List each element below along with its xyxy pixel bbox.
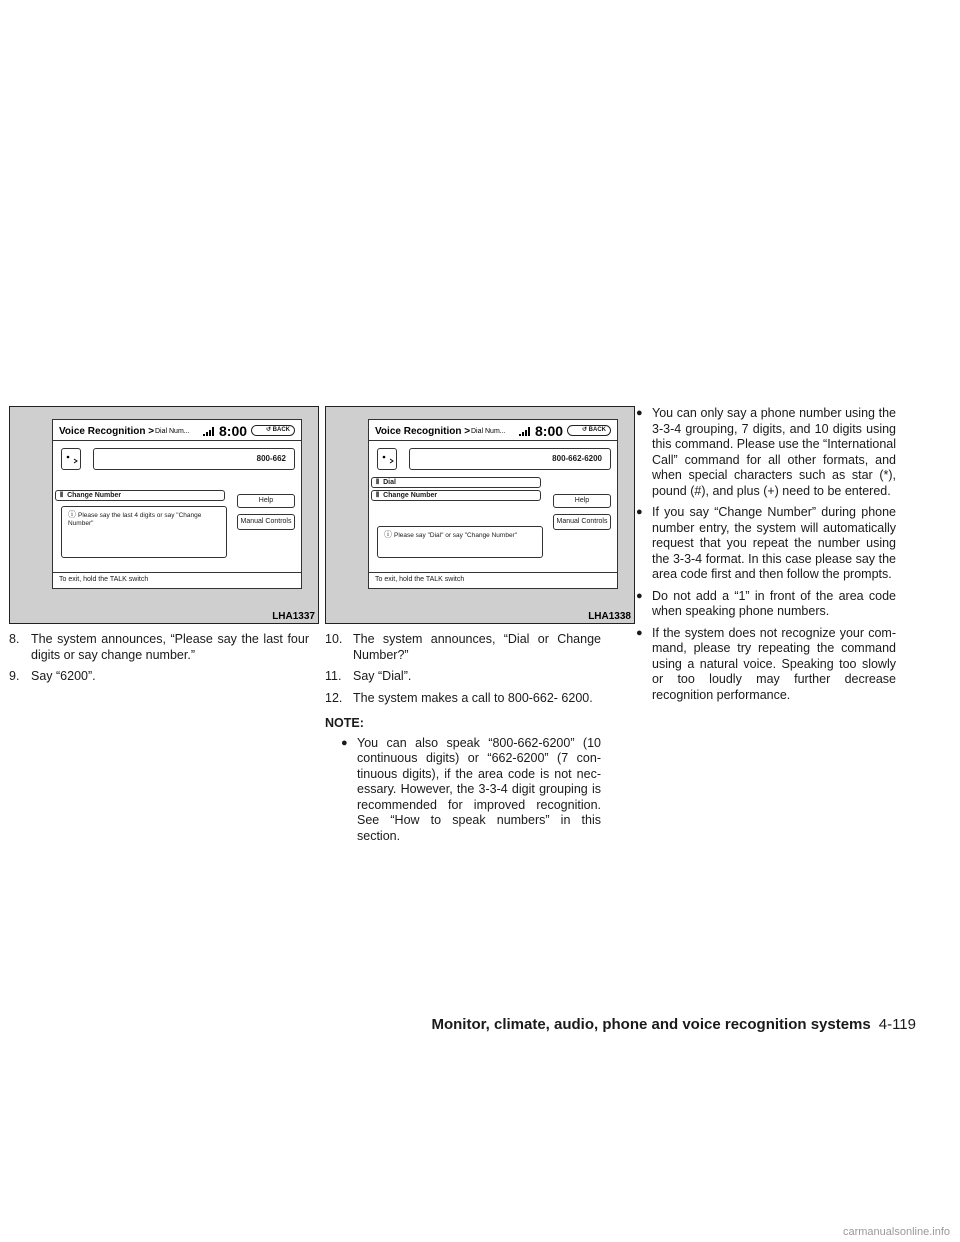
- command-label: Change Number: [383, 492, 438, 499]
- step-number: 12.: [325, 690, 343, 705]
- footer-divider: [369, 572, 617, 573]
- column-3: [634, 406, 896, 709]
- watermark[interactable]: carmanualsonline.info: [842, 1226, 950, 1238]
- step-11: [325, 669, 601, 685]
- screen-title: Voice Recognition >: [59, 426, 155, 437]
- help-button[interactable]: Help: [237, 494, 295, 508]
- back-label: BACK: [272, 427, 290, 433]
- bullet-item: [634, 626, 896, 704]
- bullet-icon: ●: [636, 407, 643, 419]
- step-text: The system announces, “Please say the last four digits or say change number.”: [31, 632, 309, 662]
- prompt-text: Please say the last 4 digits or say "Change Number": [68, 512, 202, 527]
- exit-hint: To exit, hold the TALK switch: [375, 576, 465, 583]
- step-number: 10.: [325, 632, 343, 646]
- bullet-icon: ●: [636, 626, 643, 639]
- manual-controls-button[interactable]: Manual Controls: [237, 514, 295, 530]
- figure-id: LHA1338: [588, 611, 631, 622]
- command-dial[interactable]: [371, 477, 541, 488]
- bullet-text: If you say “Change Number” during phone number entry, the system will automatically request that you repeat the number using the 3-3-4 format. In this case please say the area code first and then follow the prompts.: [652, 505, 896, 581]
- footer-divider: [53, 572, 301, 573]
- manual-controls-button[interactable]: Manual Controls: [553, 514, 611, 530]
- voice-command-icon: ⦀: [376, 479, 380, 486]
- bullet-text: If the system does not recognize your com- mand, please try repeating the command using a natural voice. Speaking too slowly or too loudly may further decrease recognition performance.: [652, 625, 896, 702]
- bullet-icon: ●: [341, 736, 348, 749]
- figure-lha1337: [9, 406, 319, 624]
- bullet-text: You can only say a phone number using the 3-3-4 grouping, 7 digits, and 10 digits using this command. Please use the “International Call” command for all other formats, and when special characters such as star (*), pound (#), and plus (+) need to be entered.: [652, 406, 896, 498]
- exit-hint: To exit, hold the TALK switch: [59, 576, 149, 583]
- step-text: Say “6200”.: [31, 669, 96, 683]
- step-8: [9, 632, 309, 663]
- bullet-item: [634, 505, 896, 583]
- step-text: The system makes a call to 800-662- 6200.: [353, 690, 593, 705]
- header-divider: [53, 440, 301, 441]
- speaking-face-icon: [61, 448, 81, 470]
- number-display: 800-662-6200: [409, 448, 611, 470]
- prompt-box: [61, 506, 227, 558]
- note-bullet: [339, 736, 601, 845]
- bullet-item: [634, 406, 896, 499]
- command-change-number[interactable]: [371, 490, 541, 501]
- bullet-text: You can also speak “800-662-6200” (10 continuous digits) or “662-6200” (7 con- tinuous digits), if the area code is not nec- essary. However, the 3-3-4 digit grouping is recommended for improved recognition. See “How to speak numbers” in this section.: [357, 735, 601, 843]
- command-label: Dial: [383, 479, 396, 486]
- speaking-face-icon: [377, 448, 397, 470]
- figure-lha1338: [325, 406, 635, 624]
- column-1: [9, 632, 309, 691]
- bullet-icon: ●: [636, 506, 643, 518]
- column-2: [325, 632, 601, 850]
- figure-id: LHA1337: [272, 611, 315, 622]
- step-12: [325, 691, 601, 707]
- bullet-text: Do not add a “1” in front of the area code when speaking phone numbers.: [652, 588, 896, 618]
- number-display: 800-662: [93, 448, 295, 470]
- back-button[interactable]: [567, 425, 611, 436]
- section-title: Monitor, climate, audio, phone and voice recognition systems: [431, 1016, 871, 1033]
- step-text: The system announces, “Dial or Change Number?”: [353, 632, 601, 662]
- page-footer: [396, 1016, 916, 1033]
- bullet-icon: ●: [636, 589, 643, 602]
- step-10: [325, 632, 601, 663]
- voice-command-icon: ⦀: [60, 492, 64, 499]
- screen-title: Voice Recognition >: [375, 426, 471, 437]
- header-divider: [369, 440, 617, 441]
- voice-screen: [368, 419, 618, 589]
- step-number: 8.: [9, 632, 20, 646]
- back-arrow-icon: ↺: [581, 427, 587, 433]
- step-9: [9, 669, 309, 685]
- back-button[interactable]: [251, 425, 295, 436]
- back-arrow-icon: ↺: [265, 427, 271, 433]
- signal-icon: [519, 426, 531, 436]
- page-number: 4-119: [878, 1016, 916, 1033]
- signal-icon: [203, 426, 215, 436]
- back-label: BACK: [588, 427, 606, 433]
- prompt-text: Please say "Dial" or say "Change Number": [394, 532, 518, 539]
- note-heading: NOTE:: [325, 716, 364, 730]
- screen-breadcrumb: Dial Num...: [155, 428, 190, 435]
- clock: 8:00: [535, 423, 564, 439]
- help-button[interactable]: Help: [553, 494, 611, 508]
- voice-command-icon: ⦀: [376, 492, 380, 499]
- clock: 8:00: [219, 423, 248, 439]
- step-text: Say “Dial”.: [353, 669, 412, 683]
- step-number: 9.: [9, 669, 20, 683]
- command-label: Change Number: [67, 492, 122, 499]
- command-change-number[interactable]: [55, 490, 225, 501]
- info-icon: ⓘ: [384, 530, 392, 539]
- voice-screen: [52, 419, 302, 589]
- bullet-item: [634, 589, 896, 620]
- step-number: 11.: [325, 669, 342, 683]
- screen-breadcrumb: Dial Num...: [471, 428, 506, 435]
- prompt-box: [377, 526, 543, 558]
- info-icon: ⓘ: [68, 510, 76, 519]
